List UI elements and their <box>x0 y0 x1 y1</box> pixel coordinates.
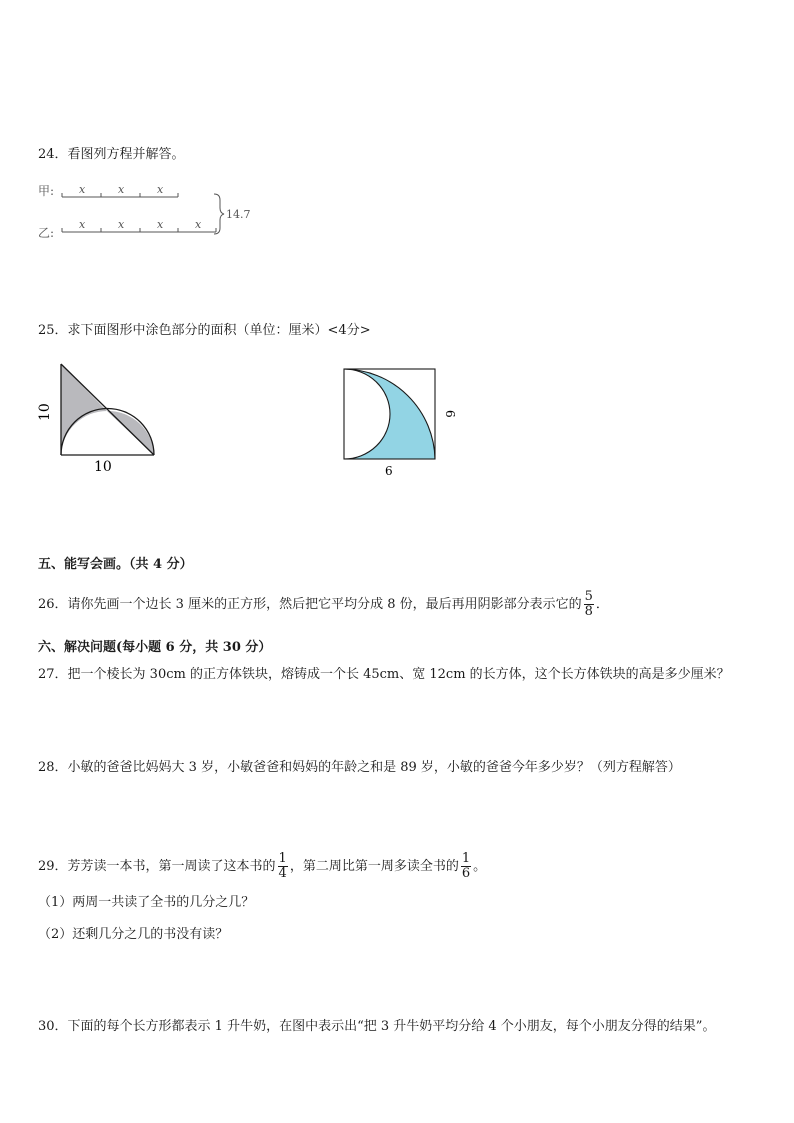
label-jia: 甲: <box>38 184 55 198</box>
fraction-1-6: $\frac{1}{6}$ <box>461 851 471 881</box>
question-26-text: 26．请你先画一个边长 3 厘米的正方形，然后把它平均分成 8 份，最后再用阴影部分表示它的 <box>38 597 582 612</box>
question-30-text: 30．下面的每个长方形都表示 1 升牛奶，在图中表示出“把 3 升牛奶平均分给 4 个小朋友，每个小朋友分得的结果”。 <box>38 1019 716 1034</box>
question-27-text: 27．把一个棱长为 30cm 的正方体铁块，熔铸成一个长 45cm、宽 12cm 的长方体，这个长方体铁块的高是多少厘米？ <box>38 667 730 682</box>
base-label: 10 <box>94 459 112 475</box>
q25-figure-square-arcs <box>336 362 460 480</box>
fraction-1-4: $\frac{1}{4}$ <box>278 851 287 881</box>
base-label: 6 <box>385 464 393 478</box>
question-29-sub-1: （1）两周一共读了全书的几分之几？ <box>38 895 255 910</box>
section-5-title: 五、能写会画。（共 4 分） <box>38 557 193 572</box>
q24-segment-diagram <box>36 178 266 240</box>
x-mark: x <box>118 218 125 231</box>
fraction-5-8: $\frac{5}{8}$ <box>584 589 593 619</box>
question-29: 29．芳芳读一本书，第一周读了这本书的 $\frac{1}{4}$ ，第二周比第一周多读全书的 $\frac{1}{6}$ 。 <box>38 851 487 881</box>
x-mark: x <box>79 218 86 231</box>
question-29-sub-2: （2）还剩几分之几的书没有读？ <box>38 927 229 942</box>
question-26: 26．请你先画一个边长 3 厘米的正方形，然后把它平均分成 8 份，最后再用阴影部分表示它的 $\frac{5}{8}$ ． <box>38 589 609 619</box>
x-mark: x <box>118 183 125 196</box>
q25-figure-triangle-semicircle <box>34 360 164 476</box>
x-mark: x <box>195 218 202 231</box>
side-label: 6 <box>443 410 457 418</box>
question-25-text: 25．求下面图形中涂色部分的面积（单位：厘米）<4分> <box>38 323 371 338</box>
total-label: 14.7 <box>226 208 251 221</box>
section-6-title: 六、解决问题(每小题 6 分，共 30 分） <box>38 640 272 655</box>
x-mark: x <box>157 183 164 196</box>
side-label: 10 <box>37 403 53 421</box>
question-28-text: 28．小敏的爸爸比妈妈大 3 岁，小敏爸爸和妈妈的年龄之和是 89 岁，小敏的爸爸今年多少岁？（列方程解答） <box>38 760 681 775</box>
label-yi: 乙: <box>38 226 55 240</box>
x-mark: x <box>79 183 86 196</box>
question-24-text: 24．看图列方程并解答。 <box>38 147 185 162</box>
x-mark: x <box>157 218 164 231</box>
